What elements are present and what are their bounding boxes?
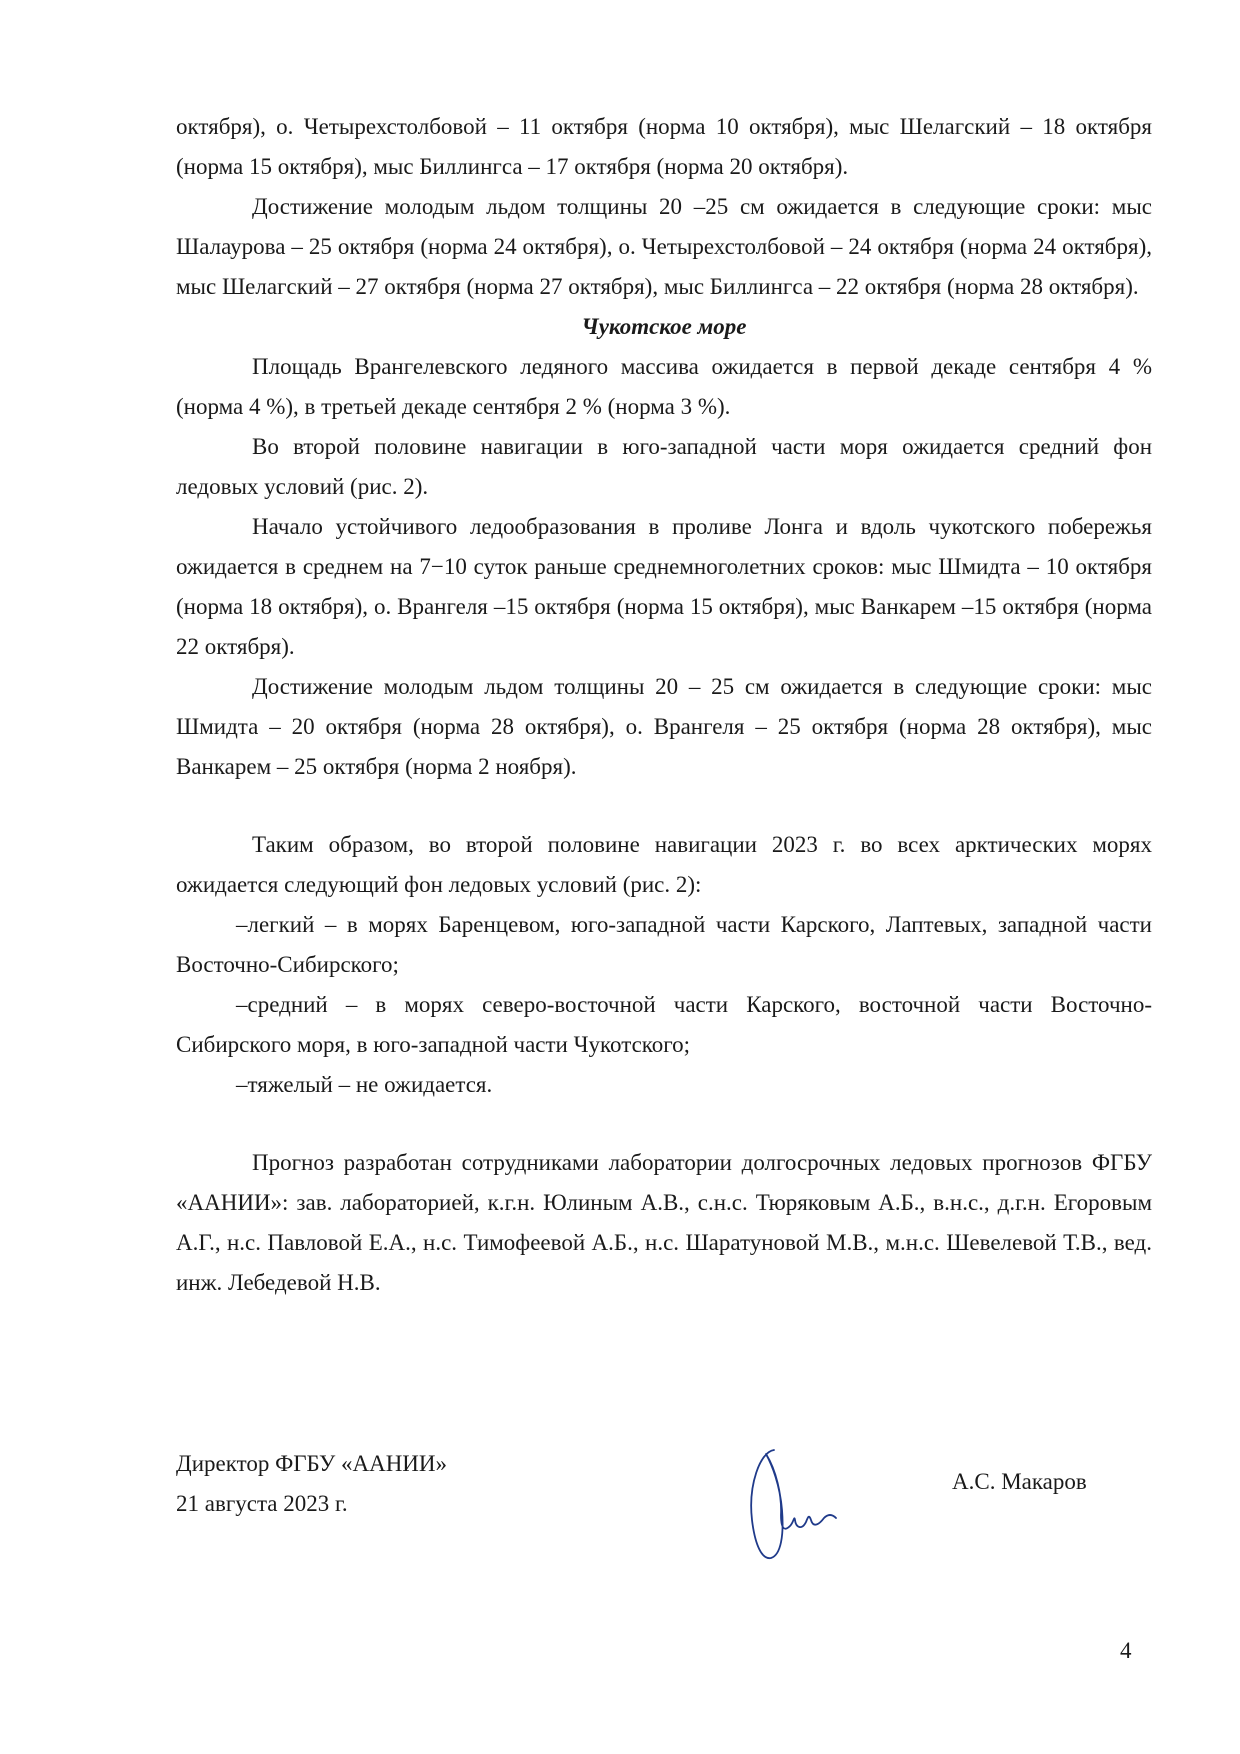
sign-date: 21 августа 2023 г. [176,1491,348,1516]
paragraph-wrangel-ice-massif: Площадь Врангелевского ледяного массива ожидается в первой декаде сентября 4 % (норма 4 %), в третьей декаде сентября 2 % (норма 3 %). [176,354,1152,419]
paragraph-chukchi-freezeup: Начало устойчивого ледообразования в проливе Лонга и вдоль чукотского побережья ожидается в среднем на 7−10 суток раньше среднемноголетних сроков: мыс Шмидта – 10 октября (норма 18 октября), о. Врангеля –15 октября (норма 15 октября), мыс Ванкарем –15 октября (норма 22 октября). [176,514,1152,659]
paragraph-chukchi-ice-background: Во второй половине навигации в юго-западной части моря ожидается средний фон ледовых условий (рис. 2). [176,434,1152,499]
list-item-light-conditions: –легкий – в морях Баренцевом, юго-западной части Карского, Лаптевых, западной части Восточно-Сибирского; [176,912,1152,977]
handwritten-signature [736,1440,846,1570]
paragraph-east-siberian-young-ice: Достижение молодым льдом толщины 20 –25 см ожидается в следующие сроки: мыс Шалаурова – 25 октября (норма 24 октября), о. Четырехстолбовой – 24 октября (норма 24 октября), мыс Шелагский – 27 октября (норма 27 октября), мыс Биллингса – 22 октября (норма 28 октября). [176,194,1152,299]
director-name: А.С. Макаров [952,1469,1087,1494]
section-heading-chukchi-sea: Чукотское море [581,314,747,339]
director-title: Директор ФГБУ «ААНИИ» [176,1451,448,1476]
paragraph-gap [176,1105,1152,1143]
paragraph-chukchi-young-ice: Достижение молодым льдом толщины 20 – 25 см ожидается в следующие сроки: мыс Шмидта – 20 октября (норма 28 октября), о. Врангеля – 25 октября (норма 28 октября), мыс Ванкарем – 25 октября (норма 2 ноября). [176,674,1152,779]
paragraph-east-siberian-freezeup: октября), о. Четырехстолбовой – 11 октября (норма 10 октября), мыс Шелагский – 18 октября (норма 15 октября), мыс Биллингса – 17 октября (норма 20 октября). [176,114,1152,179]
signature-block [176,1444,1152,1584]
paragraph-authors: Прогноз разработан сотрудниками лаборатории долгосрочных ледовых прогнозов ФГБУ «ААНИИ»: зав. лабораторией, к.г.н. Юлиным А.В., с.н.с. Тюряковым А.Б., в.н.с., д.г.н. Егоровым А.Г., н.с. Павловой Е.А., н.с. Тимофеевой А.Б., н.с. Шаратуновой М.В., м.н.с. Шевелевой Т.В., вед. инж. Лебедевой Н.В. [176,1150,1152,1295]
paragraph-summary: Таким образом, во второй половине навигации 2023 г. во всех арктических морях ожидается следующий фон ледовых условий (рис. 2): [176,832,1152,897]
paragraph-gap [176,787,1152,825]
document-body [176,107,1152,1303]
page-number: 4 [1120,1638,1132,1663]
list-item-heavy-conditions: –тяжелый – не ожидается. [236,1072,493,1097]
list-item-medium-conditions: –средний – в морях северо-восточной части Карского, восточной части Восточно-Сибирского моря, в юго-западной части Чукотского; [176,992,1152,1057]
